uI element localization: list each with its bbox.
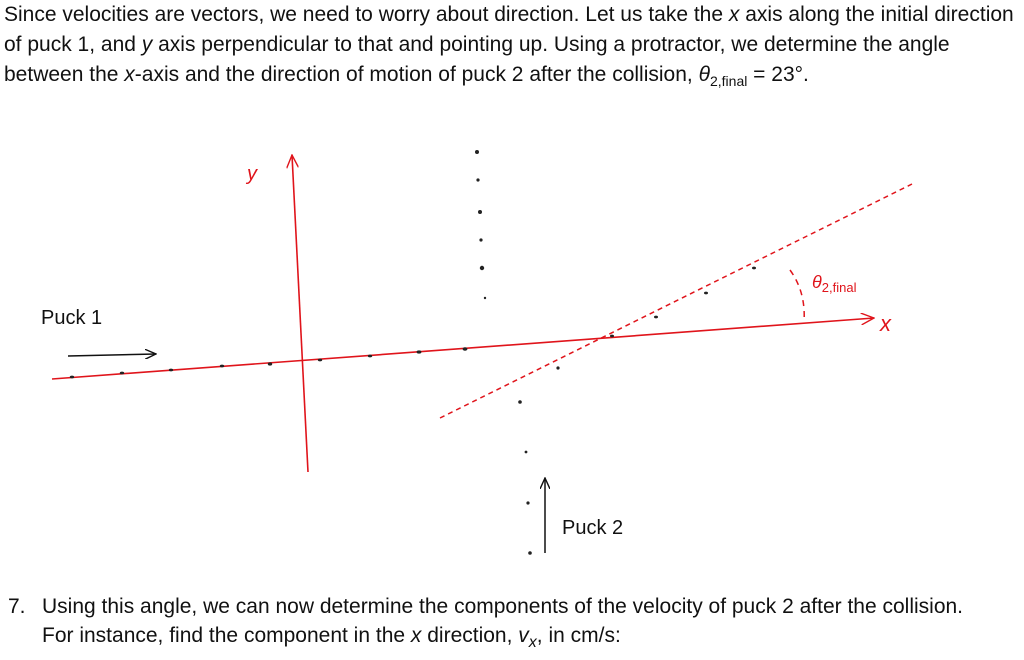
puck1-track-dots: [70, 267, 756, 379]
intro-x-variable: x: [124, 63, 135, 86]
track-dot: [478, 210, 482, 214]
track-dot: [752, 267, 756, 270]
angle-label-symbol: θ: [812, 272, 822, 292]
puck2-label: Puck 2: [562, 517, 624, 539]
question-body: [42, 592, 1018, 657]
intro-text: -axis and the direction of motion of puck 2 after the collision,: [134, 63, 699, 86]
puck2-direction-dashed-line: [440, 184, 912, 418]
track-dot: [169, 369, 173, 372]
track-dot: [476, 178, 479, 181]
track-dot: [475, 150, 479, 154]
track-dot: [479, 238, 482, 241]
angle-label-subscript: 2,final: [821, 280, 857, 295]
track-dot: [525, 451, 528, 454]
intro-text: axis along the initial direction of puck 1, and: [4, 3, 1014, 56]
track-dot: [318, 359, 322, 362]
question-x-variable: x: [410, 624, 422, 647]
y-axis-label: y: [247, 163, 257, 185]
angle-label: [812, 272, 857, 295]
question-line-2: [42, 621, 1018, 657]
question-text: direction,: [421, 624, 519, 647]
track-dot: [556, 366, 559, 369]
track-dot: [417, 350, 422, 353]
question-line-1: Using this angle, we can now determine the components of the velocity of puck 2 after the collision.: [42, 595, 964, 618]
intro-text: axis perpendicular to that and pointing up. Using a protractor, we determine the angle between the: [4, 33, 950, 86]
track-dot: [528, 551, 532, 555]
question-number: 7.: [8, 595, 26, 618]
track-dot: [368, 355, 372, 358]
puck1-arrow: [68, 354, 156, 356]
intro-theta-symbol: θ: [698, 63, 710, 86]
question-v-variable: v: [518, 624, 529, 647]
puck1-label: Puck 1: [41, 307, 103, 329]
track-dot: [463, 347, 468, 351]
track-dot: [526, 501, 529, 504]
y-axis-line: [292, 155, 308, 472]
question-text: , in cm/s:: [536, 624, 621, 647]
puck2-track-dots: [475, 150, 560, 555]
intro-y-variable: y: [141, 33, 153, 56]
track-dot: [70, 376, 74, 379]
track-dot: [480, 266, 484, 270]
track-dot: [518, 400, 522, 404]
angle-arc: [790, 270, 804, 322]
x-axis-label: x: [880, 311, 891, 336]
track-dot: [268, 362, 272, 365]
intro-theta-subscript: 2,final: [709, 73, 748, 90]
intro-x-variable: x: [728, 3, 740, 26]
track-dot: [704, 292, 708, 295]
intro-text: = 23°.: [747, 63, 809, 86]
question-v-subscript: x: [528, 634, 537, 652]
track-dot: [120, 372, 124, 375]
track-dot: [484, 297, 486, 299]
question-text: For instance, find the component in the: [42, 624, 411, 647]
track-dot: [654, 316, 658, 319]
track-dot: [610, 335, 614, 338]
question-7: [8, 592, 1018, 657]
track-dot: [220, 365, 224, 368]
intro-text: Since velocities are vectors, we need to worry about direction. Let us take the: [4, 3, 729, 26]
